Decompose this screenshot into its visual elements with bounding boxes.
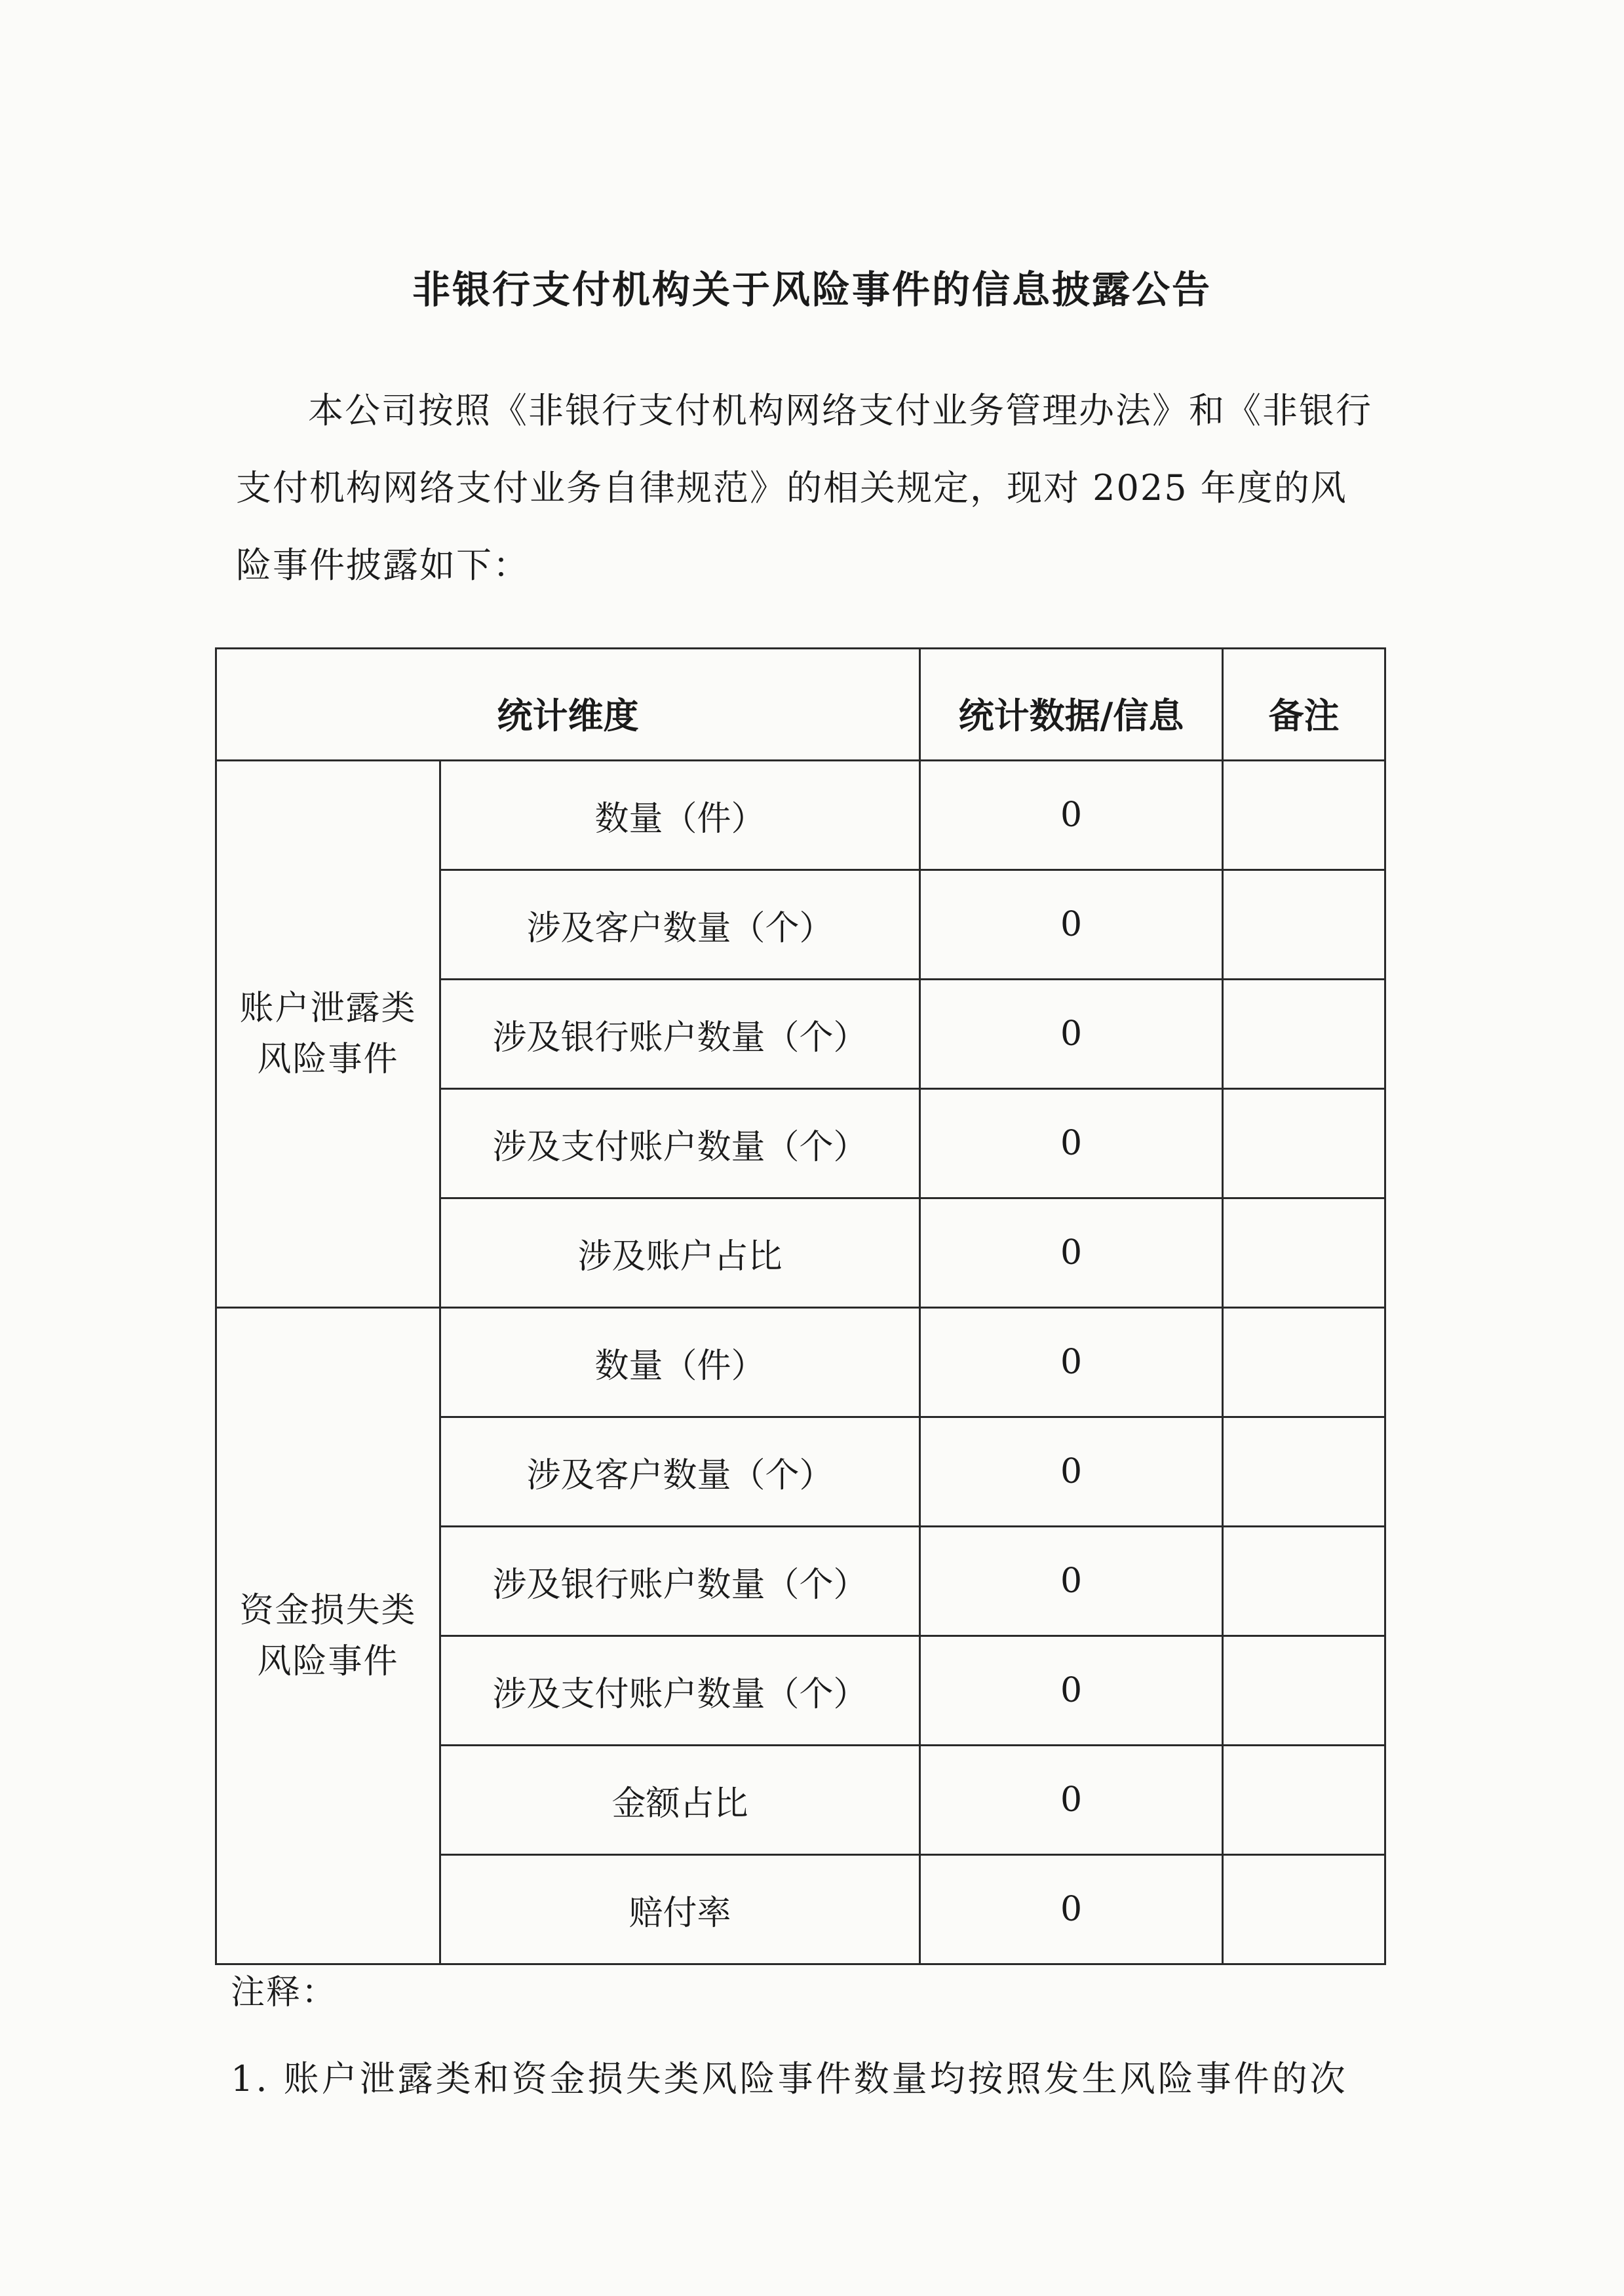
row-remark <box>1223 1308 1385 1417</box>
row-label: 涉及账户占比 <box>440 1198 920 1308</box>
category-line1: 资金损失类 <box>239 1590 417 1630</box>
notes-heading: 注释： <box>231 1973 338 2012</box>
row-value: 0 <box>920 1089 1223 1198</box>
row-value: 0 <box>920 1855 1223 1964</box>
row-remark <box>1223 1636 1385 1746</box>
table-header-row <box>216 649 1385 761</box>
row-value: 0 <box>920 980 1223 1089</box>
risk-event-table <box>215 647 1386 1965</box>
row-label: 金额占比 <box>440 1746 920 1855</box>
row-remark <box>1223 870 1385 980</box>
header-data: 统计数据/信息 <box>920 649 1223 761</box>
row-value: 0 <box>920 1636 1223 1746</box>
row-remark <box>1223 1855 1385 1964</box>
row-label: 涉及支付账户数量（个） <box>440 1636 920 1746</box>
note-item: 1. 账户泄露类和资金损失类风险事件数量均按照发生风险事件的次 <box>231 2058 1348 2099</box>
intro-paragraph: 本公司按照《非银行支付机构网络支付业务管理办法》和《非银行支付机构网络支付业务自律规范》的相关规定，现对 2025 年度的风险事件披露如下： <box>236 390 1372 586</box>
row-value: 0 <box>920 1417 1223 1527</box>
row-remark <box>1223 1089 1385 1198</box>
row-value: 0 <box>920 1527 1223 1636</box>
row-label: 涉及客户数量（个） <box>440 1417 920 1527</box>
category-cell-fund-loss <box>216 1308 440 1964</box>
table-row <box>216 1308 1385 1417</box>
row-remark <box>1223 761 1385 870</box>
row-remark <box>1223 1417 1385 1527</box>
row-value: 0 <box>920 1746 1223 1855</box>
header-dimension: 统计维度 <box>216 649 920 761</box>
row-remark <box>1223 1746 1385 1855</box>
row-value: 0 <box>920 761 1223 870</box>
row-label: 涉及客户数量（个） <box>440 870 920 980</box>
row-remark <box>1223 980 1385 1089</box>
row-value: 0 <box>920 870 1223 980</box>
header-remark: 备注 <box>1223 649 1385 761</box>
category-line2: 风险事件 <box>257 1641 399 1681</box>
category-line2: 风险事件 <box>257 1040 399 1079</box>
row-label: 数量（件） <box>440 1308 920 1417</box>
category-cell-account-leak <box>216 761 440 1308</box>
row-label: 数量（件） <box>440 761 920 870</box>
row-remark <box>1223 1198 1385 1308</box>
table-row <box>216 761 1385 870</box>
document-title: 非银行支付机构关于风险事件的信息披露公告 <box>412 267 1212 312</box>
row-label: 涉及银行账户数量（个） <box>440 980 920 1089</box>
row-value: 0 <box>920 1198 1223 1308</box>
row-label: 涉及银行账户数量（个） <box>440 1527 920 1636</box>
row-remark <box>1223 1527 1385 1636</box>
category-line1: 账户泄露类 <box>239 989 417 1028</box>
row-label: 涉及支付账户数量（个） <box>440 1089 920 1198</box>
row-label: 赔付率 <box>440 1855 920 1964</box>
row-value: 0 <box>920 1308 1223 1417</box>
